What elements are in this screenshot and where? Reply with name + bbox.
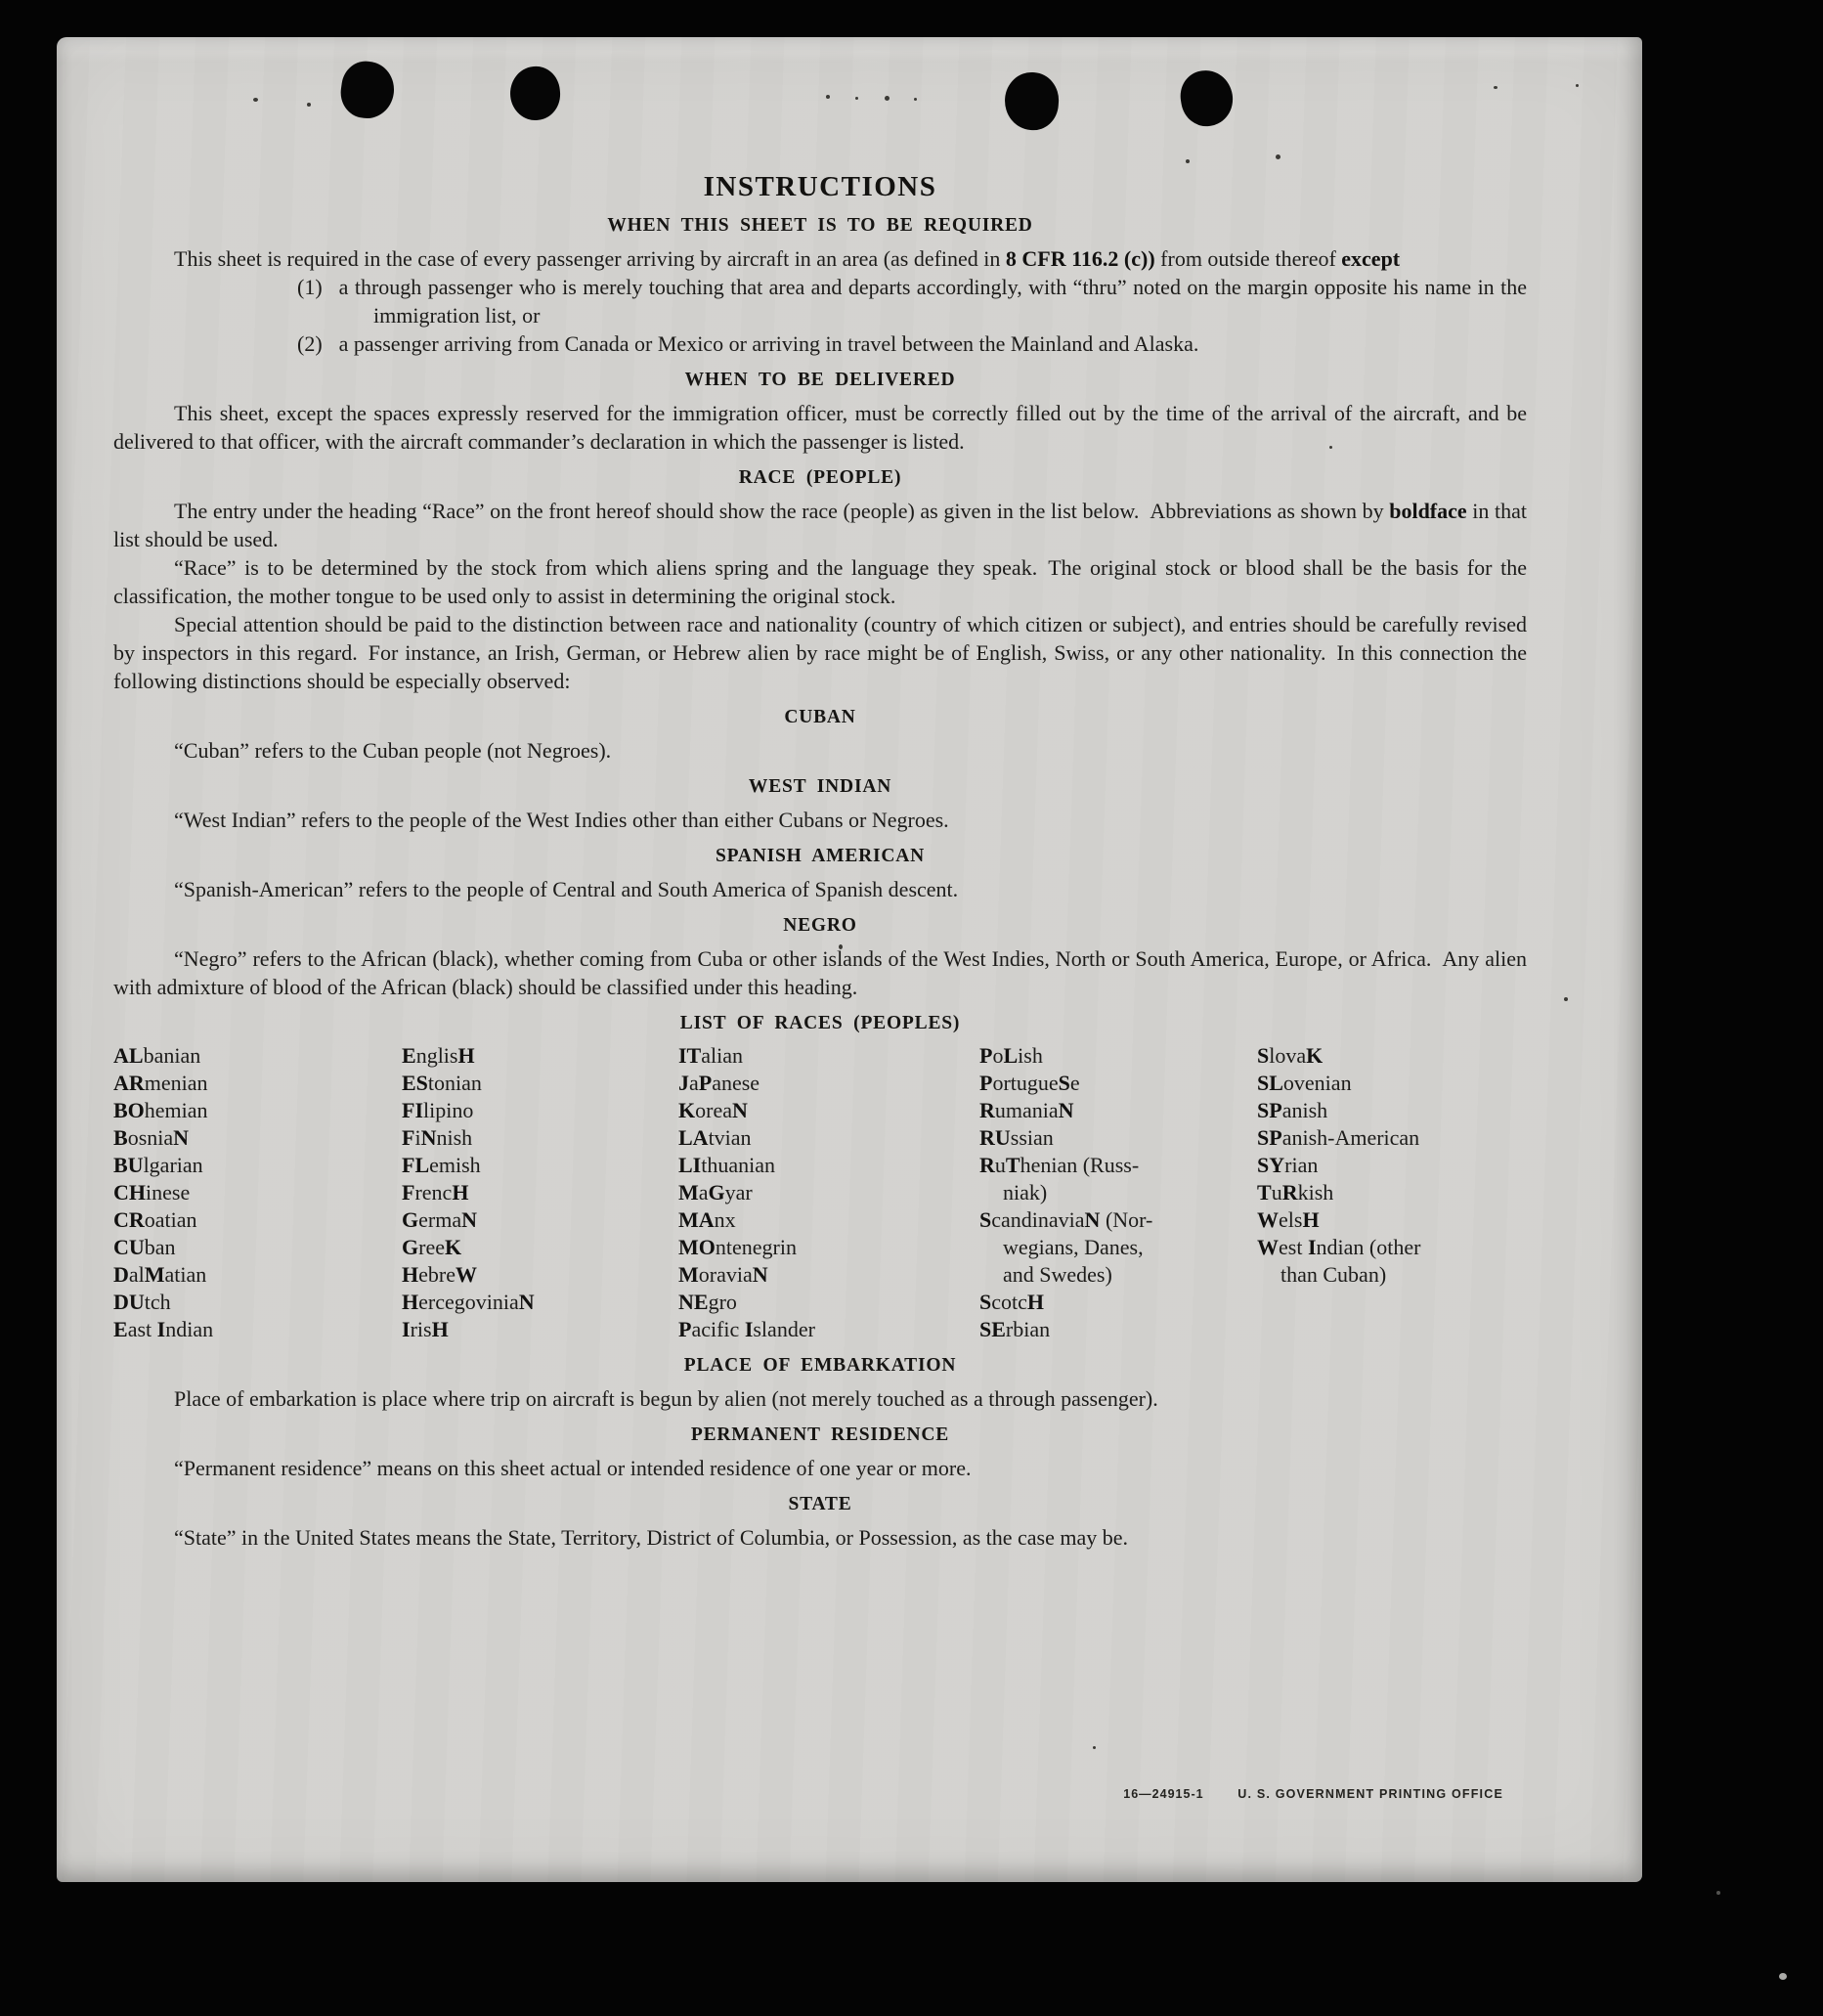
paragraph: The entry under the heading “Race” on the front hereof should show the race (people) as given in the list below. Abbreviations as shown by boldface in that list should be used. [113,499,1527,551]
race-entry: DalMatian [113,1262,207,1287]
section [113,1354,1527,1413]
section [113,1493,1527,1552]
race-entry: BUlgarian [113,1153,203,1177]
race-entry: CRoatian [113,1207,197,1232]
race-entry: ScotcH [979,1290,1045,1314]
race-entry: Pacific Islander [678,1317,815,1341]
section-heading: WEST INDIAN [748,776,892,797]
page-title: INSTRUCTIONS [703,171,937,202]
section-heading: NEGRO [783,915,857,936]
paragraph: “State” in the United States means the State, Territory, District of Columbia, or Possession, as the case may be. [174,1525,1129,1550]
race-entry: SErbian [979,1317,1051,1341]
paragraph: Special attention should be paid to the distinction between race and nationality (country of which citizen or subject), and entries should be carefully revised by inspectors in this regard. For instance, an Irish, German, or Hebrew alien by race might be of English, Swiss, or any other nationality. In this connection the following distinctions should be especially observed: [113,612,1527,693]
document-page [57,37,1642,1882]
section [113,1012,1527,1343]
race-entry: RUssian [979,1125,1054,1150]
paragraph: Place of embarkation is place where trip on aircraft is begun by alien (not merely touched as a through passenger). [174,1386,1158,1411]
race-entry: FrencH [402,1180,469,1205]
race-entry: ALbanian [113,1043,201,1068]
section-heading: PERMANENT RESIDENCE [690,1424,950,1445]
race-entry: IrisH [402,1317,449,1341]
footer [1123,1787,1503,1801]
race-entry: SlovaK [1257,1043,1324,1068]
paragraph: “Race” is to be determined by the stock from which aliens spring and the language they speak. The original stock or blood shall be the basis for the classification, the mother tongue to be used only to assist in determining the original stock. [113,555,1527,608]
race-entry: HebreW [402,1262,477,1287]
race-entry: PoLish [979,1043,1043,1068]
race-entry: BOhemian [113,1098,208,1122]
race-entry: ARmenian [113,1071,208,1095]
item-number: (2) [297,331,323,356]
section [113,706,1527,765]
race-entry: EnglisH [402,1043,475,1068]
race-entry: DUtch [113,1290,171,1314]
dust-speck [1779,1973,1787,1980]
race-entry: MAnx [678,1207,736,1232]
printing-office: U. S. GOVERNMENT PRINTING OFFICE [1237,1787,1503,1801]
race-entry: EStonian [402,1071,482,1095]
section-heading: SPANISH AMERICAN [715,846,926,866]
race-entry: CHinese [113,1180,191,1205]
paragraph: “West Indian” refers to the people of the West Indies other than either Cubans or Negroes. [174,808,949,832]
race-entry: CUban [113,1235,176,1259]
race-column [113,1042,402,1343]
section-heading: WHEN TO BE DELIVERED [684,370,956,390]
numbered-item: (2) a passenger arriving from Canada or Mexico or arriving in travel between the Mainland and Alaska. [297,331,1199,356]
race-entry: SLovenian [1257,1071,1352,1095]
race-entry: SPanish [1257,1098,1328,1122]
paragraph: This sheet, except the spaces expressly reserved for the immigration officer, must be correctly filled out by the time of the arrival of the aircraft, and be delivered to that officer, with the aircraft commander’s declaration in which the passenger is listed. [113,401,1527,454]
race-entry: HercegoviniaN [402,1290,535,1314]
race-entry: LAtvian [678,1125,752,1150]
race-entry: SPanish-American [1257,1125,1420,1150]
races-grid [113,1042,1527,1343]
race-column [402,1042,678,1343]
item-number: (1) [297,275,323,299]
section-heading: CUBAN [784,707,856,727]
section [113,369,1527,456]
race-entry: KoreaN [678,1098,748,1122]
print-code: 16—24915-1 [1123,1787,1204,1801]
race-column [678,1042,979,1343]
race-entry: West Indian (other [1257,1235,1421,1259]
section [113,845,1527,903]
race-entry: FIlipino [402,1098,474,1122]
race-entry: RuThenian (Russ- [979,1153,1140,1177]
race-entry: MaGyar [678,1180,753,1205]
section-heading: WHEN THIS SHEET IS TO BE REQUIRED [607,215,1033,236]
race-column [979,1042,1257,1343]
section [113,466,1527,695]
race-entry: ScandinaviaN (Nor- [979,1207,1153,1232]
race-column [1257,1042,1527,1343]
race-entry: LIthuanian [678,1153,776,1177]
race-entry: wegians, Danes, [1003,1235,1144,1259]
race-entry: PortugueSe [979,1071,1080,1095]
race-entry: MOntenegrin [678,1235,797,1259]
race-entry: RumaniaN [979,1098,1074,1122]
page-content [57,37,1642,1882]
section-heading: STATE [788,1494,852,1514]
paragraph: “Negro” refers to the African (black), whether coming from Cuba or other islands of the West Indies, North or South America, Europe, or Africa. Any alien with admixture of blood of the African (black) should be classified under this heading. [113,946,1527,999]
section [113,775,1527,834]
race-entry: FLemish [402,1153,481,1177]
race-entry: East Indian [113,1317,214,1341]
race-entry: TuRkish [1257,1180,1334,1205]
race-entry: and Swedes) [1003,1262,1112,1287]
section [113,914,1527,1001]
race-entry: BosniaN [113,1125,190,1150]
race-entry: than Cuban) [1280,1262,1387,1287]
race-entry: ITalian [678,1043,744,1068]
race-entry: niak) [1003,1180,1048,1205]
race-entry: MoraviaN [678,1262,768,1287]
race-entry: NEgro [678,1290,737,1314]
sections-container [113,214,1527,1552]
numbered-item: (1) a through passenger who is merely touching that area and departs accordingly, with “thru” noted on the margin opposite his name in the immigration list, or [297,275,1527,328]
race-entry: SYrian [1257,1153,1319,1177]
race-entry: WelsH [1257,1207,1320,1232]
section-heading: LIST OF RACES (PEOPLES) [679,1013,961,1033]
paragraph: “Permanent residence” means on this sheet actual or intended residence of one year or more. [174,1456,972,1480]
paragraph: This sheet is required in the case of every passenger arriving by aircraft in an area (as defined in 8 CFR 116.2 (c)) from outside thereof except [174,246,1401,271]
dust-speck [1716,1891,1720,1895]
section [113,214,1527,358]
race-entry: JaPanese [678,1071,760,1095]
race-entry: FiNnish [402,1125,473,1150]
section-heading: PLACE OF EMBARKATION [683,1355,957,1376]
section-heading: RACE (PEOPLE) [738,467,902,488]
race-entry: GermaN [402,1207,477,1232]
race-entry: GreeK [402,1235,462,1259]
paragraph: “Spanish-American” refers to the people of Central and South America of Spanish descent. [174,877,959,901]
section [113,1424,1527,1482]
paragraph: “Cuban” refers to the Cuban people (not Negroes). [174,738,612,763]
